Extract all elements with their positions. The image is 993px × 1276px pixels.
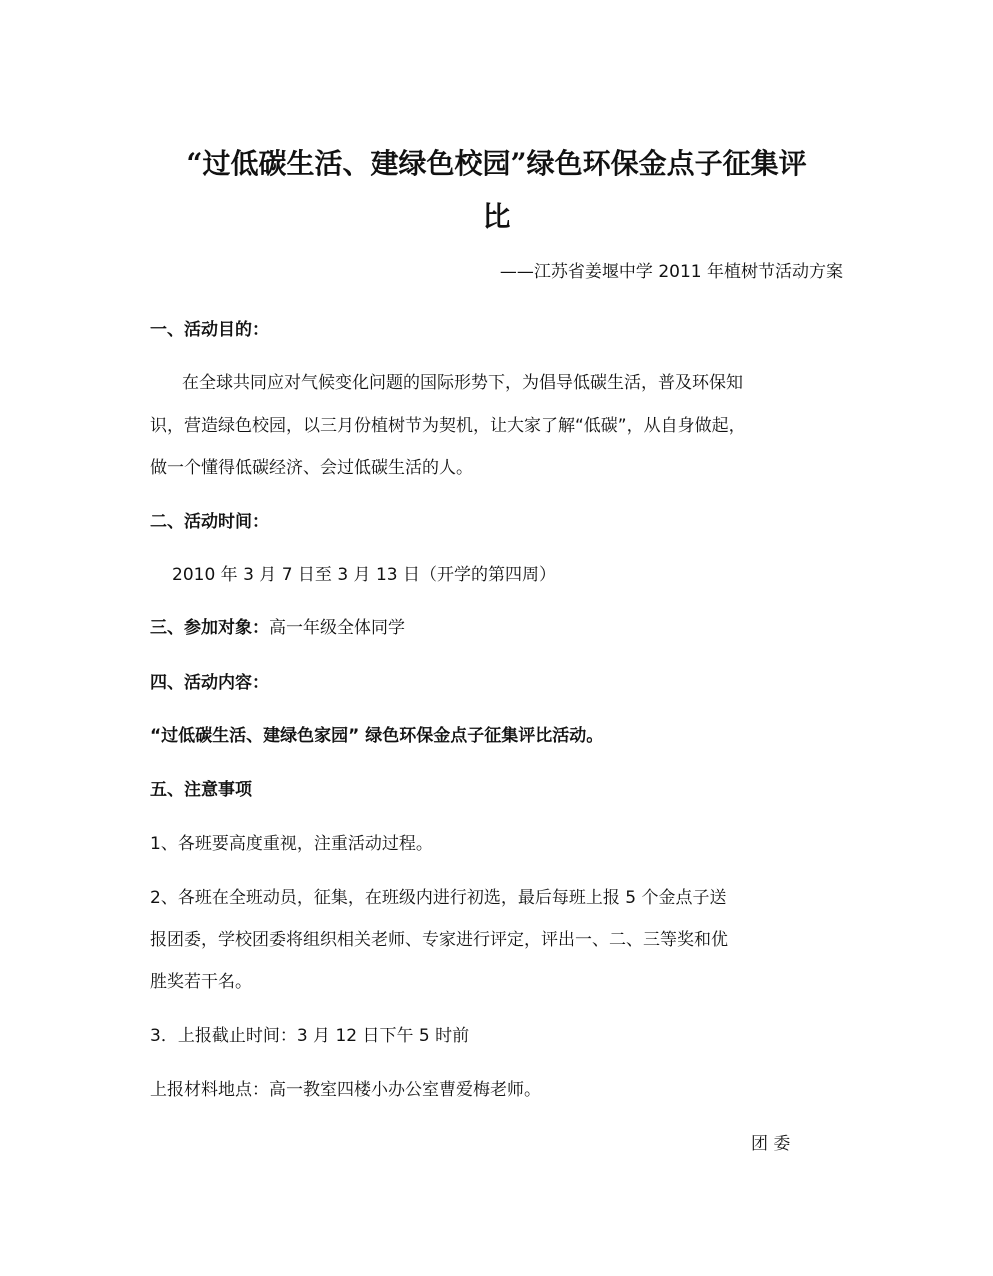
document-title-line-1: “过低碳生活、建绿色校园”绿色环保金点子征集评 [186,147,807,180]
section-3-line [150,613,405,638]
section-1-paragraph-line-2: 识，营造绿色校园，以三月份植树节为契机，让大家了解“低碳”，从自身做起， [150,416,746,436]
section-4-heading: 四、活动内容： [150,673,269,693]
section-2-time-text: 2010 年 3 月 7 日至 3 月 13 日（开学的第四周） [172,565,556,585]
signature: 团 委 [751,1134,791,1154]
section-1-paragraph-line-1: 在全球共同应对气候变化问题的国际形势下，为倡导低碳生活，普及环保知 [182,373,743,393]
document-subtitle: ——江苏省姜堰中学 2011 年植树节活动方案 [499,262,843,282]
section-5-location: 上报材料地点：高一教室四楼小办公室曹爱梅老师。 [150,1080,541,1100]
section-5-item-3: 3．上报截止时间：3 月 12 日下午 5 时前 [150,1026,470,1046]
section-1-paragraph-line-3: 做一个懂得低碳经济、会过低碳生活的人。 [150,458,473,478]
section-5-item-2-line-3: 胜奖若干名。 [150,972,252,992]
section-4-content-text: “过低碳生活、建绿色家园” 绿色环保金点子征集评比活动。 [150,726,604,746]
section-5-item-2-line-1: 2、各班在全班动员，征集，在班级内进行初选，最后每班上报 5 个金点子送 [150,888,727,908]
section-5-heading: 五、注意事项 [150,780,252,800]
section-1-heading: 一、活动目的： [150,320,269,340]
section-5-item-2-line-2: 报团委，学校团委将组织相关老师、专家进行评定，评出一、二、三等奖和优 [150,930,728,950]
section-3-value: 高一年级全体同学 [269,618,405,638]
section-2-heading: 二、活动时间： [150,512,269,532]
document-title-line-2: 比 [482,200,511,233]
section-3-label: 三、参加对象： [150,618,269,638]
section-5-item-1: 1、各班要高度重视，注重活动过程。 [150,834,433,854]
